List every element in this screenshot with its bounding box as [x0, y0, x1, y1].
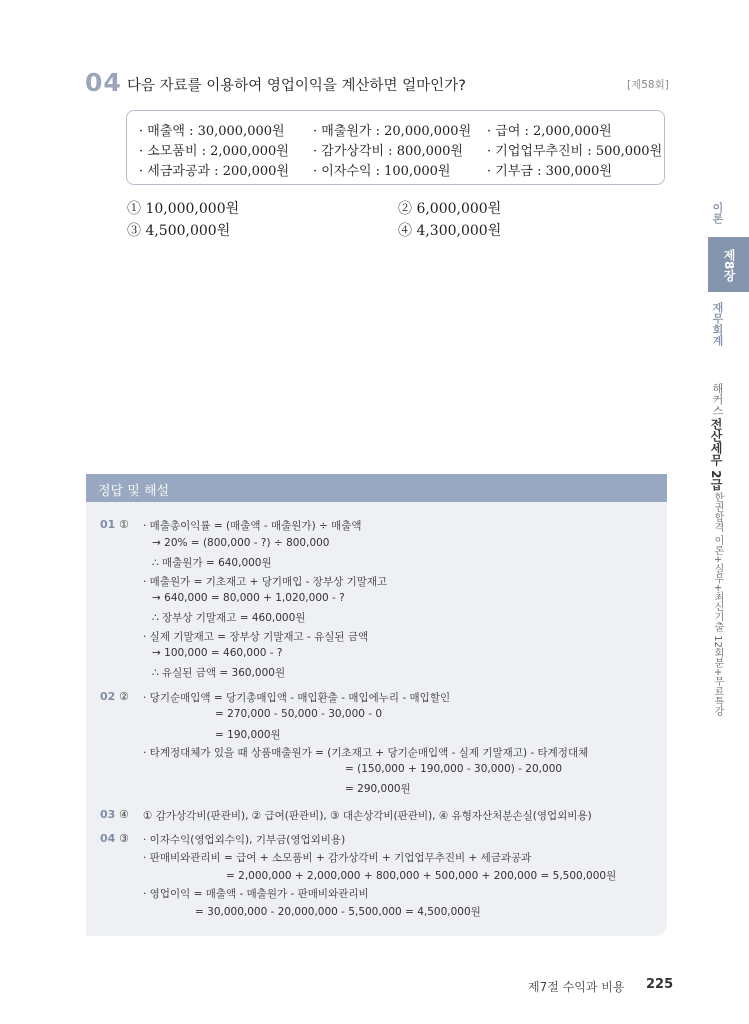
data-item: · 급여 : 2,000,000원 — [487, 124, 612, 139]
side-theory-label: 이론 — [711, 202, 724, 224]
answer-choice: ④ — [119, 808, 129, 821]
answer-number: 02 — [100, 690, 116, 703]
option-4: ④ 4,300,000원 — [398, 223, 502, 239]
data-item: · 감가상각비 : 800,000원 — [313, 144, 464, 159]
option-3: ③ 4,500,000원 — [127, 223, 231, 239]
page-number: 225 — [646, 977, 674, 992]
explanation-line: · 영업이익 = 매출액 - 매출원가 - 판매비와관리비 — [143, 888, 369, 900]
side-tab-label: 제8장 — [722, 249, 736, 282]
answer-header — [86, 474, 667, 502]
data-item: · 기부금 : 300,000원 — [487, 164, 612, 179]
answer-choice: ③ — [119, 832, 129, 845]
side-title: 전산세무 2급 — [709, 418, 723, 491]
explanation-line: → 20% = (800,000 - ?) ÷ 800,000 — [152, 537, 330, 549]
data-box — [126, 110, 665, 185]
explanation-line: ∴ 유실된 금액 = 360,000원 — [152, 667, 286, 679]
answer-number: 03 — [100, 808, 116, 821]
explanation-line: = 290,000원 — [345, 783, 411, 795]
explanation-line: = (150,000 + 190,000 - 30,000) - 20,000 — [345, 763, 563, 775]
answer-choice: ① — [119, 518, 129, 531]
explanation-line: → 640,000 = 80,000 + 1,020,000 - ? — [152, 592, 345, 604]
question-text: 다음 자료를 이용하여 영업이익을 계산하면 얼마인가? — [127, 78, 466, 94]
question-source: [제58회] — [627, 79, 669, 91]
explanation-line: · 이자수익(영업외수익), 기부금(영업외비용) — [143, 834, 346, 846]
answer-number: 01 — [100, 518, 116, 531]
explanation-line: = 30,000,000 - 20,000,000 - 5,500,000 = 4,500,000원 — [195, 906, 481, 918]
explanation-line: ∴ 장부상 기말재고 = 460,000원 — [152, 612, 306, 624]
data-item: · 매출원가 : 20,000,000원 — [313, 124, 472, 139]
explanation-line: · 매출원가 = 기초재고 + 당기매입 - 장부상 기말재고 — [143, 576, 388, 588]
side-subject: 재무회계 — [711, 302, 724, 346]
data-item: · 매출액 : 30,000,000원 — [139, 124, 285, 139]
explanation-line: → 100,000 = 460,000 - ? — [152, 647, 283, 659]
explanation-line: = 270,000 - 50,000 - 30,000 - 0 — [215, 708, 383, 720]
side-subtitle: 한권합격 이론+실무+최신기출 12회분+무료특강 — [712, 492, 723, 717]
side-chapter-tab — [708, 237, 749, 292]
explanation-line: ① 감가상각비(판관비), ② 급여(판관비), ③ 대손상각비(판관비), ④ 유형자산처분손실(영업외비용) — [143, 810, 592, 822]
option-1: ① 10,000,000원 — [127, 201, 240, 217]
answer-number: 04 — [100, 832, 116, 845]
explanation-line: · 실제 기말재고 = 장부상 기말재고 - 유실된 금액 — [143, 631, 369, 643]
explanation-line: · 당기순매입액 = 당기총매입액 - 매입환출 - 매입에누리 - 매입할인 — [143, 692, 451, 704]
explanation-line: ∴ 매출원가 = 640,000원 — [152, 557, 272, 569]
explanation-line: · 판매비와관리비 = 급여 + 소모품비 + 감가상각비 + 기업업무추진비 + 세금과공과 — [143, 852, 532, 864]
question-number: 04 — [85, 68, 122, 97]
footer-chapter: 제7절 수익과 비용 — [528, 980, 625, 994]
data-item: · 기업업무추진비 : 500,000원 — [487, 144, 663, 159]
explanation-line: · 타계정대체가 있을 때 상품매출원가 = (기초재고 + 당기순매입액 - 실제 기말재고) - 타계정대체 — [143, 747, 589, 759]
explanation-line: = 190,000원 — [215, 729, 281, 741]
explanation-line: = 2,000,000 + 2,000,000 + 800,000 + 500,000 + 200,000 = 5,500,000원 — [226, 870, 617, 882]
explanation-line: · 매출총이익률 = (매출액 - 매출원가) ÷ 매출액 — [143, 520, 362, 532]
data-item: · 소모품비 : 2,000,000원 — [139, 144, 289, 159]
option-2: ② 6,000,000원 — [398, 201, 502, 217]
data-item: · 이자수익 : 100,000원 — [313, 164, 451, 179]
answer-header-label: 정답 및 해설 — [98, 484, 170, 499]
data-item: · 세금과공과 : 200,000원 — [139, 164, 290, 179]
side-brand: 해커스 — [711, 383, 724, 416]
answer-choice: ② — [119, 690, 129, 703]
